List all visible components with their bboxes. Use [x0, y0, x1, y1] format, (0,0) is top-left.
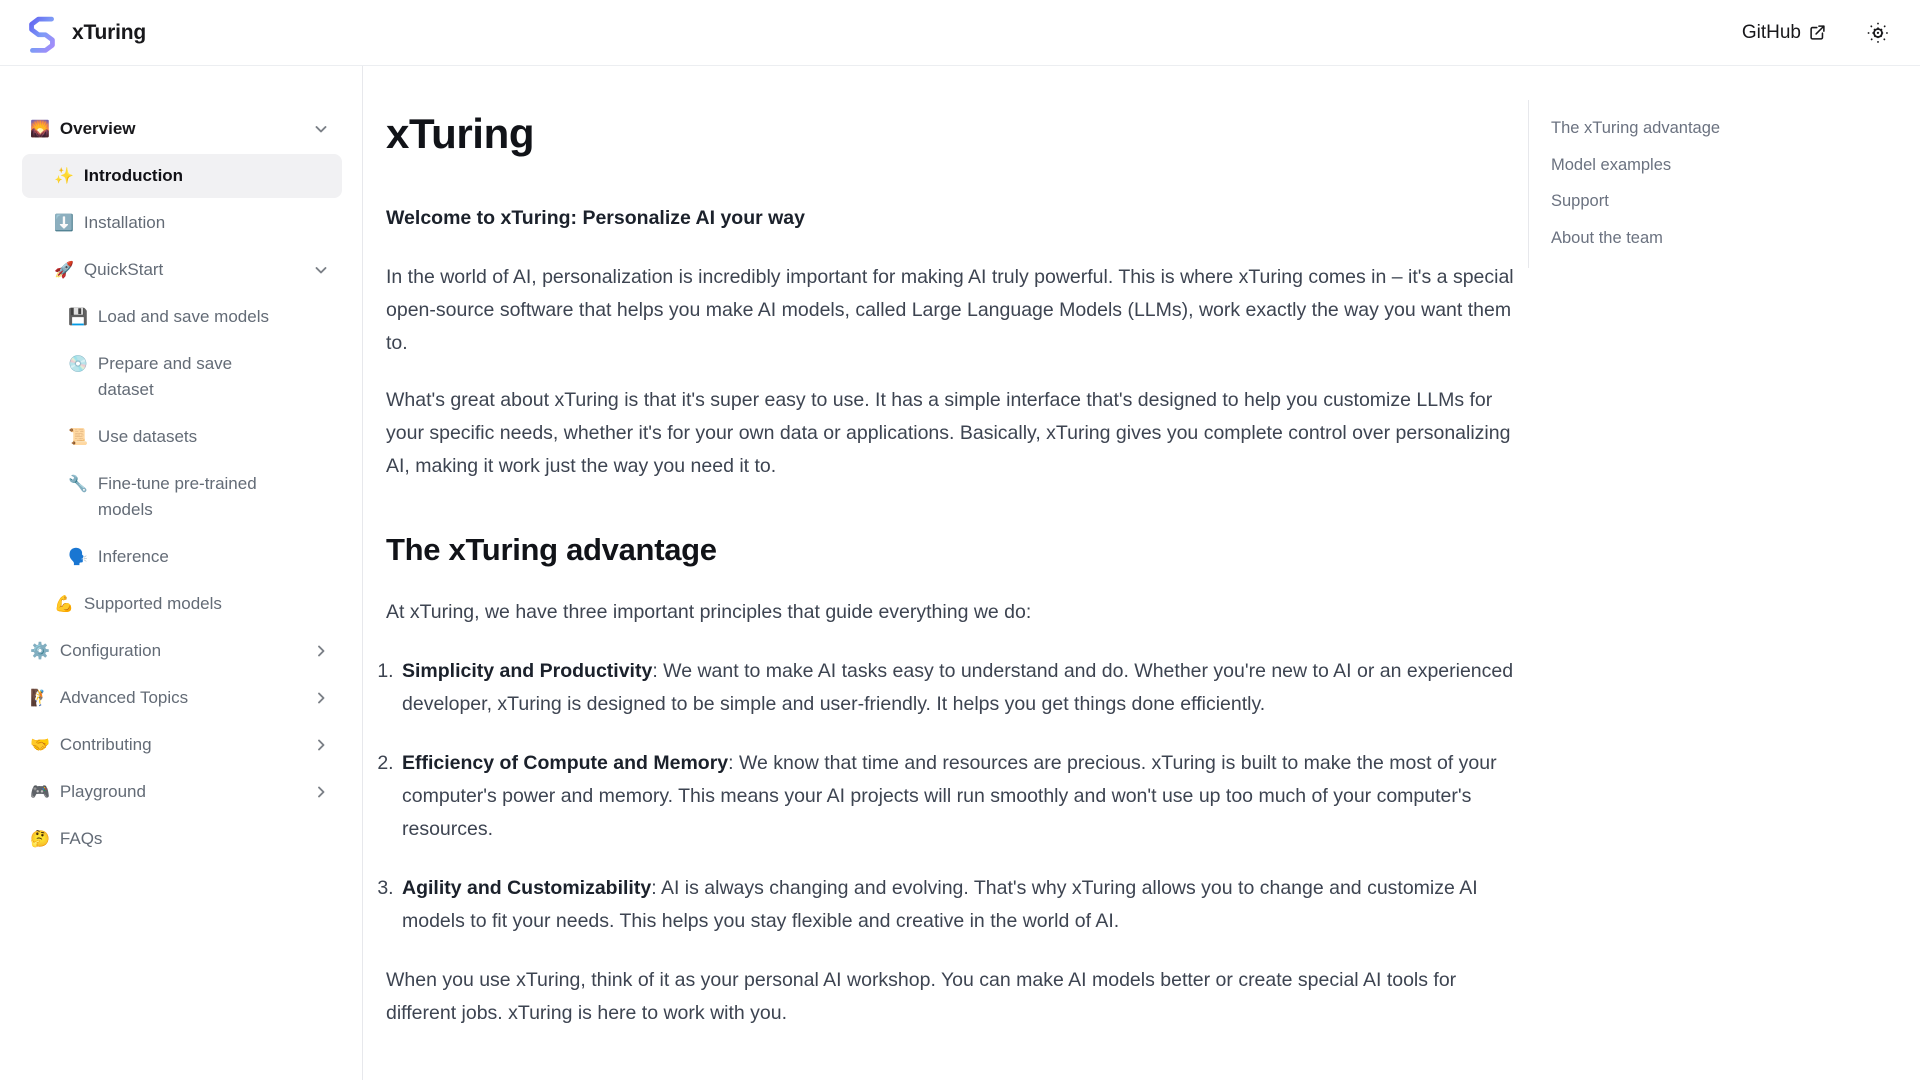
intro-paragraph-2: What's great about xTuring is that it's super easy to use. It has a simple interface that's designed to help you customize LLMs for your specific needs, whether it's for your own data or applications. Basically, xTuring gives you complete control over personalizing AI, making it work just the way you need it to. [386, 389, 1511, 477]
theme-toggle-button[interactable] [1866, 21, 1890, 45]
rocket-icon: 🚀 [54, 260, 74, 279]
page-title: xTuring [386, 110, 535, 157]
principle-item-3: 3. Agility and Customizability: AI is always changing and evolving. That's why xTuring allows you to change and customize AI models to fit your needs. This helps you stay flexible and creative in the world of AI. [399, 872, 1516, 938]
optical-disk-icon: 💿 [68, 354, 88, 373]
sidebar-item-supported-models[interactable]: 💪 Supported models [22, 582, 342, 626]
sparkles-icon: ✨ [54, 166, 74, 185]
gear-icon: ⚙️ [30, 641, 50, 660]
sidebar-item-prepare-and-save-dataset[interactable]: 💿 Prepare and save dataset [22, 342, 342, 412]
sidebar-item-playground[interactable]: 🎮 Playground [22, 770, 342, 814]
brand-home-link[interactable] [24, 13, 146, 53]
app-header [0, 0, 1920, 66]
chevron-down-icon [313, 262, 329, 278]
principles-list [386, 655, 1516, 938]
sidebar-item-overview[interactable]: 🌄 Overview [22, 107, 342, 151]
sidebar-item-use-datasets[interactable]: 📜 Use datasets [22, 415, 342, 459]
scroll-icon: 📜 [68, 427, 88, 446]
table-of-contents [1528, 66, 1920, 1080]
sunrise-icon: 🌄 [30, 119, 50, 138]
sidebar-item-quickstart[interactable]: 🚀 QuickStart [22, 248, 342, 292]
speaking-head-icon: 🗣️ [68, 547, 88, 566]
chevron-right-icon [313, 784, 329, 800]
xturing-logo-icon [24, 13, 60, 53]
wrench-icon: 🔧 [68, 474, 88, 493]
toc-item-about-the-team[interactable]: About the team [1551, 228, 1663, 247]
external-link-icon [1809, 24, 1826, 41]
principles-intro: At xTuring, we have three important principles that guide everything we do: [386, 601, 1032, 623]
handshake-icon: 🤝 [30, 735, 50, 754]
sidebar-item-contributing[interactable]: 🤝 Contributing [22, 723, 342, 767]
chevron-down-icon [313, 121, 329, 137]
game-controller-icon: 🎮 [30, 782, 50, 801]
sidebar [0, 66, 363, 1080]
sidebar-item-fine-tune-pretrained-models[interactable]: 🔧 Fine-tune pre-trained models [22, 462, 342, 532]
chevron-right-icon [313, 737, 329, 753]
closing-paragraph: When you use xTuring, think of it as your personal AI workshop. You can make AI models better or create special AI tools for different jobs. xTuring is here to work with you. [386, 969, 1457, 1024]
sidebar-item-inference[interactable]: 🗣️ Inference [22, 535, 342, 579]
chevron-right-icon [313, 690, 329, 706]
muscle-icon: 💪 [54, 594, 74, 613]
main-content [363, 66, 1528, 1080]
github-link-label: GitHub [1741, 21, 1801, 43]
toc-item-model-examples[interactable]: Model examples [1551, 155, 1672, 174]
floppy-disk-icon: 💾 [68, 307, 88, 326]
sidebar-item-introduction[interactable]: ✨ Introduction [22, 154, 342, 198]
down-arrow-icon: ⬇️ [54, 213, 74, 232]
chevron-right-icon [313, 643, 329, 659]
sidebar-item-advanced-topics[interactable]: 🧗 Advanced Topics [22, 676, 342, 720]
person-climbing-icon: 🧗 [30, 688, 50, 707]
principle-item-1: 1. Simplicity and Productivity: We want to make AI tasks easy to understand and do. Whether you're new to AI or an experienced developer, xTuring is designed to be simple and user-friendly. It helps you get things done efficiently. [399, 655, 1516, 721]
sidebar-item-load-and-save-models[interactable]: 💾 Load and save models [22, 295, 342, 339]
sidebar-item-installation[interactable]: ⬇️ Installation [22, 201, 342, 245]
sidebar-item-faqs[interactable]: 🤔 FAQs [22, 817, 342, 861]
thinking-face-icon: 🤔 [30, 829, 50, 848]
github-link[interactable] [1742, 22, 1826, 44]
welcome-heading: Welcome to xTuring: Personalize AI your way [386, 207, 805, 229]
principle-item-2: 2. Efficiency of Compute and Memory: We know that time and resources are precious. xTuring is built to make the most of your computer's power and memory. This means your AI projects will run smoothly and won't use up too much of your computer's resources. [399, 747, 1516, 846]
toc-item-xturing-advantage[interactable]: The xTuring advantage [1551, 119, 1721, 137]
sun-icon [1866, 21, 1890, 45]
section-heading-advantage: The xTuring advantage [386, 532, 717, 567]
intro-paragraph-1: In the world of AI, personalization is incredibly important for making AI truly powerful. This is where xTuring comes in – it's a special open-source software that helps you make AI models, called Large Language Models (LLMs), work exactly the way you want them to. [386, 266, 1514, 354]
toc-item-support[interactable]: Support [1551, 192, 1609, 210]
brand-title: xTuring [72, 20, 147, 44]
sidebar-item-configuration[interactable]: ⚙️ Configuration [22, 629, 342, 673]
